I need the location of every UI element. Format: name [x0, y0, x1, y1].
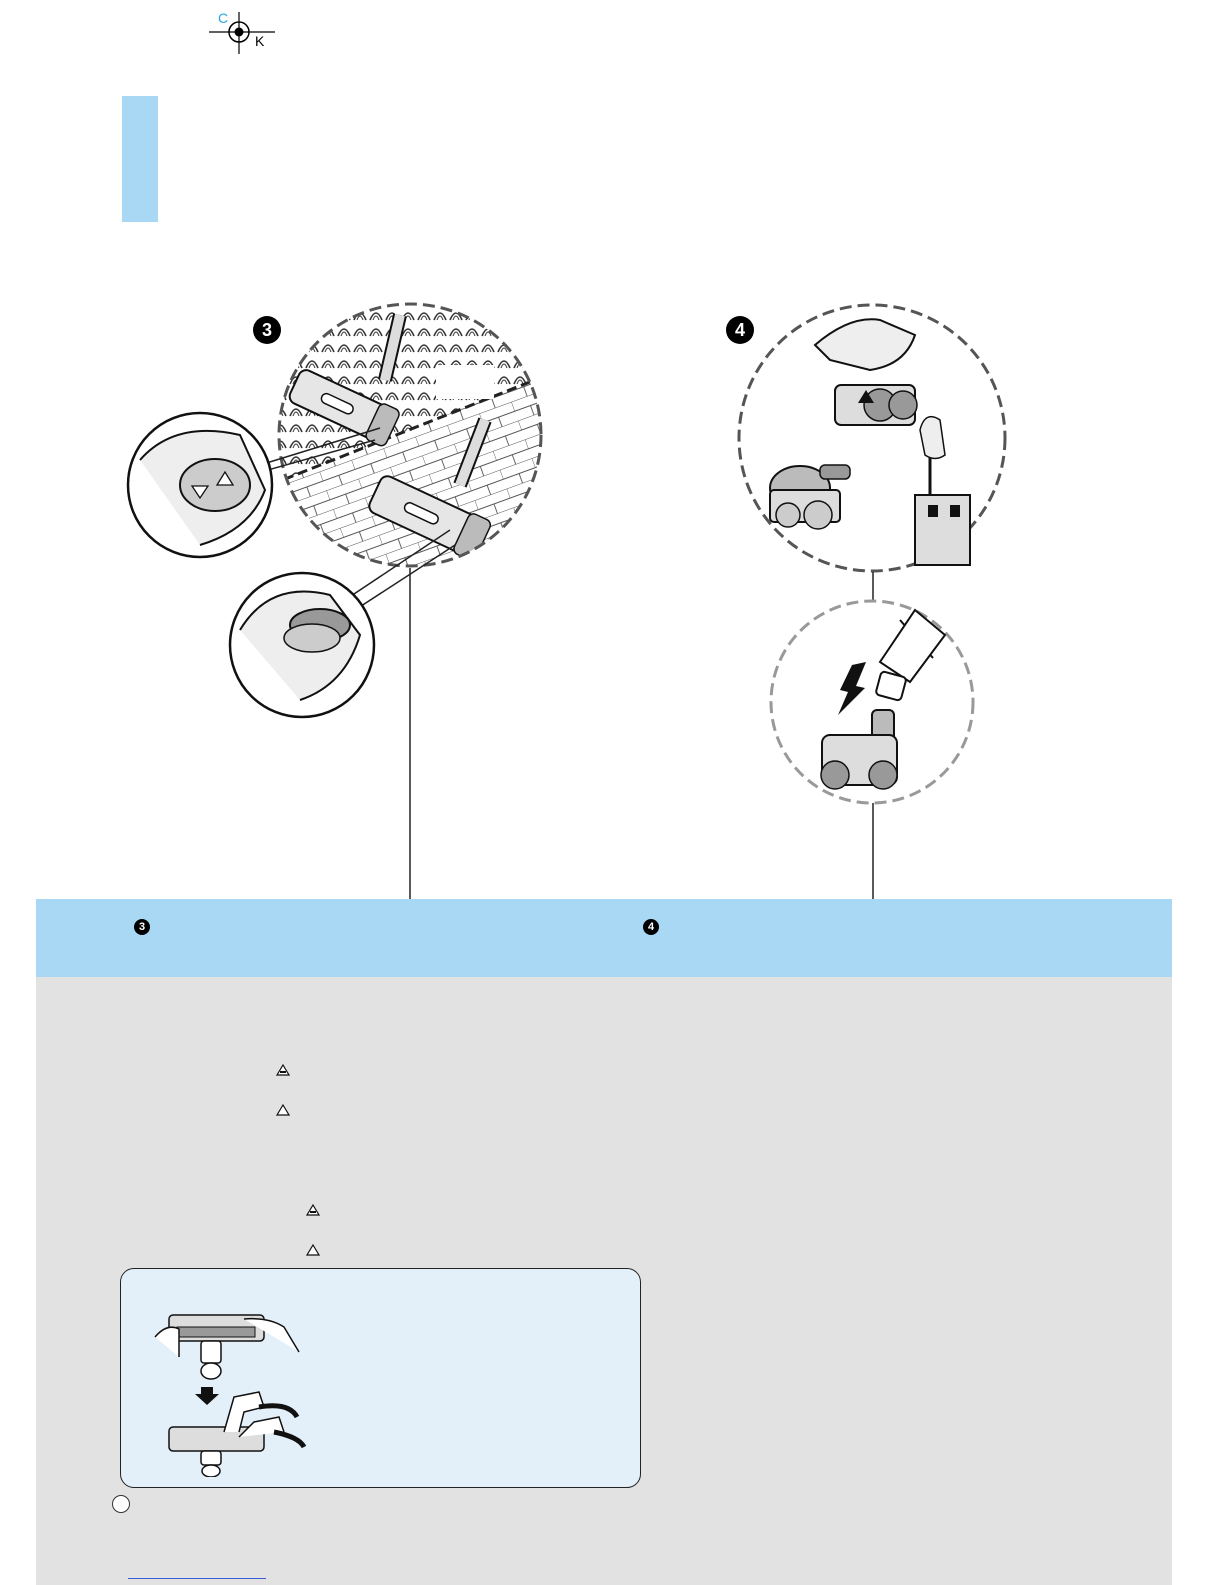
figure-step3-number: 3 — [261, 320, 273, 340]
turbo-brush-attach-figure — [771, 601, 973, 803]
filled-triangle-icon — [276, 1064, 290, 1076]
registration-label-k: K — [255, 33, 265, 49]
carpet-floor-figure — [270, 300, 560, 580]
pedal-detail-upper — [128, 413, 272, 557]
outline-triangle-icon — [276, 1104, 290, 1116]
figure-step4-number: 4 — [734, 320, 746, 340]
figure-step4-badge — [726, 316, 754, 344]
page-number-circle — [112, 1495, 130, 1513]
registration-mark-icon — [205, 10, 280, 55]
registration-label-c: C — [218, 10, 229, 26]
pedal-detail-lower — [230, 573, 374, 717]
steps-header-band — [36, 899, 1172, 977]
header-step4-badge: 4 — [643, 919, 659, 935]
tip-box — [120, 1268, 641, 1488]
turbo-brush-cleaning-figure — [739, 305, 1005, 571]
nozzle-cleaning-illustration — [149, 1297, 309, 1477]
outline-triangle-icon — [306, 1244, 320, 1256]
filled-triangle-icon — [306, 1204, 320, 1216]
header-step3-badge: 3 — [134, 919, 150, 935]
illustration-area — [0, 290, 1225, 910]
footer-rule — [128, 1578, 266, 1579]
section-accent-tab — [122, 96, 158, 222]
figure-step3-badge — [253, 316, 281, 344]
